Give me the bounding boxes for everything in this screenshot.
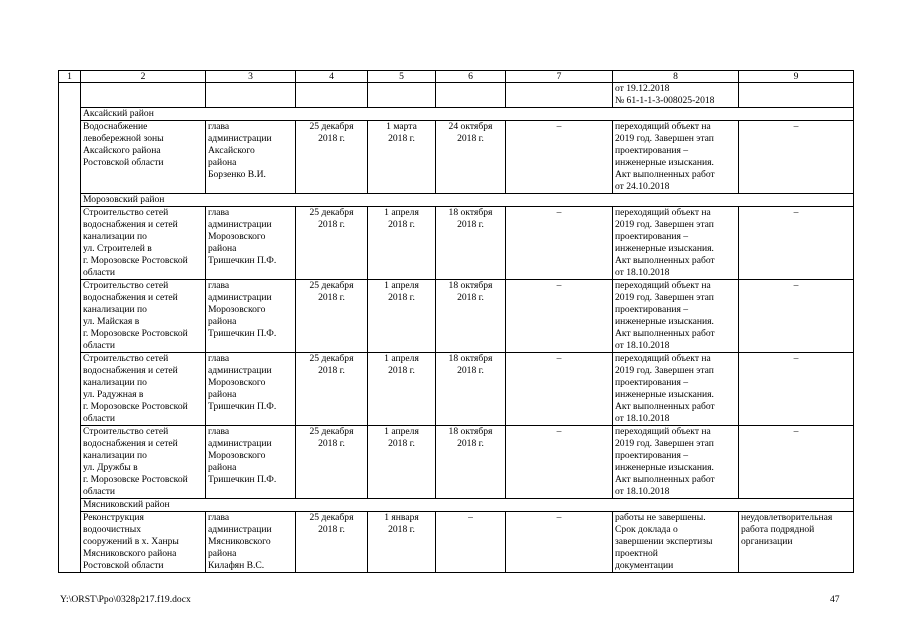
- object-name-cell: Реконструкция водоочистных сооружений в х. Ханры Мясниковского района Ростовской области: [81, 512, 206, 573]
- date-cell: 25 декабря 2018 г.: [296, 353, 368, 426]
- date-cell: 1 апреля 2018 г.: [368, 280, 436, 353]
- status-cell: работы не завершены. Срок доклада о завершении экспертизы проектной документации: [613, 512, 739, 573]
- table-row: [59, 353, 854, 426]
- data-table: [58, 70, 854, 573]
- date-cell: 1 апреля 2018 г.: [368, 207, 436, 280]
- status-cell: от 19.12.2018 № 61-1-1-3-008025-2018: [613, 83, 739, 108]
- note-cell: –: [739, 207, 854, 280]
- column-header: 8: [613, 71, 739, 83]
- section-title: Аксайский район: [81, 108, 854, 121]
- note-cell: –: [739, 280, 854, 353]
- table-row: [59, 512, 854, 573]
- date-cell: 24 октября 2018 г.: [436, 121, 506, 194]
- value-cell: –: [506, 280, 613, 353]
- note-cell: –: [739, 121, 854, 194]
- responsible-cell: глава администрации Морозовского района Тришечкин П.Ф.: [206, 426, 296, 499]
- page-number: 47: [830, 594, 840, 605]
- section-row: [59, 194, 854, 207]
- value-cell: –: [506, 512, 613, 573]
- responsible-cell: глава администрации Морозовского района Тришечкин П.Ф.: [206, 280, 296, 353]
- table-row: [59, 280, 854, 353]
- note-cell: неудовлетворительная работа подрядной организации: [739, 512, 854, 573]
- column-header: 9: [739, 71, 854, 83]
- object-name-cell: Строительство сетей водоснабжения и сетей канализации по ул. Майская в г. Морозовске Ростовской области: [81, 280, 206, 353]
- date-cell: 25 декабря 2018 г.: [296, 426, 368, 499]
- value-cell: –: [506, 426, 613, 499]
- section-row: [59, 499, 854, 512]
- table-row: [59, 426, 854, 499]
- note-cell: –: [739, 353, 854, 426]
- date-cell: –: [436, 512, 506, 573]
- date-cell: 25 декабря 2018 г.: [296, 121, 368, 194]
- column-header: 3: [206, 71, 296, 83]
- date-cell: 1 марта 2018 г.: [368, 121, 436, 194]
- responsible-cell: глава администрации Мясниковского района Килафян В.С.: [206, 512, 296, 573]
- responsible-cell: глава администрации Морозовского района Тришечкин П.Ф.: [206, 207, 296, 280]
- object-name-cell: Водоснабжение левобережной зоны Аксайского района Ростовской области: [81, 121, 206, 194]
- column-header: 6: [436, 71, 506, 83]
- table-row: [59, 207, 854, 280]
- column-header: 2: [81, 71, 206, 83]
- column-number-row: [59, 71, 854, 83]
- status-cell: переходящий объект на 2019 год. Завершен этап проектирования – инженерные изыскания. Акт выполненных работ от 18.10.2018: [613, 207, 739, 280]
- responsible-cell: глава администрации Морозовского района Тришечкин П.Ф.: [206, 353, 296, 426]
- status-cell: переходящий объект на 2019 год. Завершен этап проектирования – инженерные изыскания. Акт выполненных работ от 18.10.2018: [613, 353, 739, 426]
- section-title: Морозовский район: [81, 194, 854, 207]
- continuation-row: [59, 83, 854, 108]
- section-title: Мясниковский район: [81, 499, 854, 512]
- section-row: [59, 108, 854, 121]
- column-header: 7: [506, 71, 613, 83]
- date-cell: 18 октября 2018 г.: [436, 426, 506, 499]
- date-cell: 25 декабря 2018 г.: [296, 512, 368, 573]
- responsible-cell: глава администрации Аксайского района Борзенко В.И.: [206, 121, 296, 194]
- date-cell: 18 октября 2018 г.: [436, 353, 506, 426]
- status-cell: переходящий объект на 2019 год. Завершен этап проектирования – инженерные изыскания. Акт выполненных работ от 18.10.2018: [613, 280, 739, 353]
- note-cell: –: [739, 426, 854, 499]
- column-header: 5: [368, 71, 436, 83]
- column-header: 4: [296, 71, 368, 83]
- status-cell: переходящий объект на 2019 год. Завершен этап проектирования – инженерные изыскания. Акт выполненных работ от 24.10.2018: [613, 121, 739, 194]
- number-column-cell: [59, 83, 81, 573]
- date-cell: 1 апреля 2018 г.: [368, 426, 436, 499]
- value-cell: –: [506, 121, 613, 194]
- date-cell: 18 октября 2018 г.: [436, 207, 506, 280]
- object-name-cell: Строительство сетей водоснабжения и сетей канализации по ул. Строителей в г. Морозовске Ростовской области: [81, 207, 206, 280]
- date-cell: 25 декабря 2018 г.: [296, 280, 368, 353]
- document-path: Y:\ORST\Ppo\0328p217.f19.docx: [60, 594, 191, 605]
- date-cell: 25 декабря 2018 г.: [296, 207, 368, 280]
- column-header: 1: [59, 71, 81, 83]
- date-cell: 1 января 2018 г.: [368, 512, 436, 573]
- value-cell: –: [506, 353, 613, 426]
- value-cell: –: [506, 207, 613, 280]
- status-cell: переходящий объект на 2019 год. Завершен этап проектирования – инженерные изыскания. Акт выполненных работ от 18.10.2018: [613, 426, 739, 499]
- date-cell: 18 октября 2018 г.: [436, 280, 506, 353]
- object-name-cell: Строительство сетей водоснабжения и сетей канализации по ул. Дружбы в г. Морозовске Ростовской области: [81, 426, 206, 499]
- table-row: [59, 121, 854, 194]
- object-name-cell: Строительство сетей водоснабжения и сетей канализации по ул. Радужная в г. Морозовске Ростовской области: [81, 353, 206, 426]
- date-cell: 1 апреля 2018 г.: [368, 353, 436, 426]
